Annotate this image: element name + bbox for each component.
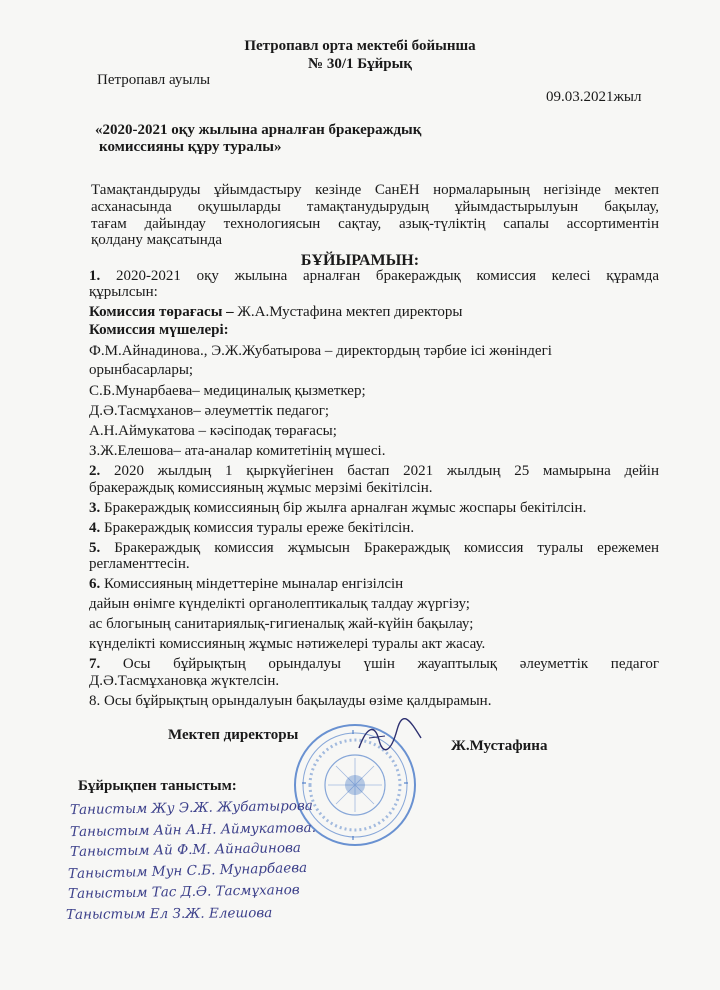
acquainted-row: Таныстым Ел З.Ж. Елешова bbox=[65, 905, 273, 923]
item-3-number: 3. bbox=[89, 500, 101, 516]
member-line-4: А.Н.Аймукатова – кәсіподақ төрағасы; bbox=[89, 423, 337, 439]
member-line-1b: орынбасарлары; bbox=[89, 362, 194, 378]
director-name: Ж.Мустафина bbox=[451, 738, 548, 754]
item-7-number: 7. bbox=[89, 656, 101, 672]
item-6-text: Комиссияның міндеттеріне мыналар енгізілсін bbox=[104, 576, 404, 592]
item-6-sub-2: ас блогының санитариялық-гигиеналық жай-күйін бақылау; bbox=[89, 616, 474, 632]
order-word: БҰЙЫРАМЫН: bbox=[300, 252, 420, 269]
item-1-line-1 bbox=[89, 268, 659, 285]
item-8: 8. Осы бұйрықтың орындалуын бақылауды өзіме қалдырамын. bbox=[89, 693, 492, 709]
member-line-3: Д.Ә.Тасмұханов– әлеуметтік педагог; bbox=[89, 403, 330, 419]
item-6-sub-3: күнделікті комиссияның жұмыс нәтижелері туралы акт жасау. bbox=[89, 636, 486, 652]
item-1-line-2: құрылсын: bbox=[89, 284, 158, 300]
item-2-line-2: бракераждық комиссияның жұмыс мерзімі бекітілсін. bbox=[89, 480, 433, 496]
order-date: 09.03.2021жыл bbox=[546, 89, 642, 105]
item-4 bbox=[89, 520, 414, 537]
preamble-line-4: қолдану мақсатында bbox=[91, 232, 223, 248]
chair-line bbox=[89, 304, 462, 321]
school-heading: Петропавл орта мектебі бойынша bbox=[244, 38, 476, 54]
chair-value: Ж.А.Мустафина мектеп директоры bbox=[237, 304, 463, 320]
preamble-line-3: тағам дайындау технологиясын сақтау, азық-түліктің сапалы ассортиментін bbox=[91, 216, 659, 232]
item-7-text: Осы бұйрықтың орындалуы үшін жауаптылық әлеуметтік педагог bbox=[122, 656, 659, 672]
acquainted-row: Таныстым Мун С.Б. Мунарбаева bbox=[67, 859, 308, 883]
item-4-number: 4. bbox=[89, 520, 101, 536]
item-1-number: 1. bbox=[89, 268, 101, 284]
item-5-line-2: регламенттесін. bbox=[89, 556, 190, 572]
item-6-number: 6. bbox=[89, 576, 101, 592]
director-title: Мектеп директоры bbox=[168, 727, 299, 743]
preamble-line-2: асханасында оқушыларды тамақтанудырудың ұйымдастырылуын бақылау, bbox=[91, 199, 659, 215]
item-3-text: Бракераждық комиссияның бір жылға арналған жұмыс жоспары бекітілсін. bbox=[104, 500, 587, 516]
item-5-line-1 bbox=[89, 540, 659, 557]
item-7-line-1 bbox=[89, 656, 659, 673]
item-6-sub-1: дайын өнімге күнделікті органолептикалық талдау жүргізу; bbox=[89, 596, 470, 612]
item-3 bbox=[89, 500, 586, 517]
item-2-number: 2. bbox=[89, 463, 101, 479]
members-label: Комиссия мүшелері: bbox=[89, 322, 229, 338]
acquainted-row: Таныстым Айн А.Н. Аймукатова. bbox=[69, 819, 317, 841]
chair-label: Комиссия төрағасы – bbox=[89, 304, 234, 320]
preamble-line-1: Тамақтандыруды ұйымдастыру кезінде СанЕН нормаларының негізінде мектеп bbox=[91, 182, 659, 198]
member-line-2: С.Б.Мунарбаева– медициналық қызметкер; bbox=[89, 383, 366, 399]
subject-line-1: «2020-2021 оқу жылына арналған бракераждық bbox=[95, 122, 422, 138]
subject-line-2: комиссияны құру туралы» bbox=[99, 139, 282, 155]
acquainted-label: Бұйрықпен таныстым: bbox=[78, 778, 237, 794]
member-line-5: З.Ж.Елешова– ата-аналар комитетінің мүшесі. bbox=[89, 443, 386, 459]
item-1-text: 2020-2021 оқу жылына арналған бракераждық комиссия келесі құрамда bbox=[115, 268, 660, 284]
member-line-1: Ф.М.Айнадинова., Э.Ж.Жубатырова – директордың тәрбие ісі жөніндегі bbox=[89, 343, 552, 359]
item-5-text: Бракераждық комиссия жұмысын Бракераждық комиссия туралы ережемен bbox=[114, 540, 660, 556]
item-6 bbox=[89, 576, 403, 593]
acquainted-row: Танистым Жу Э.Ж. Жубатырова bbox=[69, 797, 314, 819]
item-4-text: Бракераждық комиссия туралы ереже бекітілсін. bbox=[104, 520, 415, 536]
order-number: № 30/1 Бұйрық bbox=[308, 56, 412, 72]
village-name: Петропавл ауылы bbox=[97, 72, 211, 88]
item-5-number: 5. bbox=[89, 540, 101, 556]
acquainted-row: Таныстым Тас Д.Ә. Тасмұханов bbox=[67, 881, 300, 903]
director-signature-icon bbox=[355, 718, 425, 756]
item-2-text: 2020 жылдың 1 қыркүйегінен бастап 2021 жылдың 25 мамырына дейін bbox=[113, 463, 660, 479]
item-7-line-2: Д.Ә.Тасмұхановқа жүктелсін. bbox=[89, 673, 280, 689]
item-2-line-1 bbox=[89, 463, 659, 480]
acquainted-row: Таныстым Ай Ф.М. Айнадинова bbox=[69, 839, 302, 861]
